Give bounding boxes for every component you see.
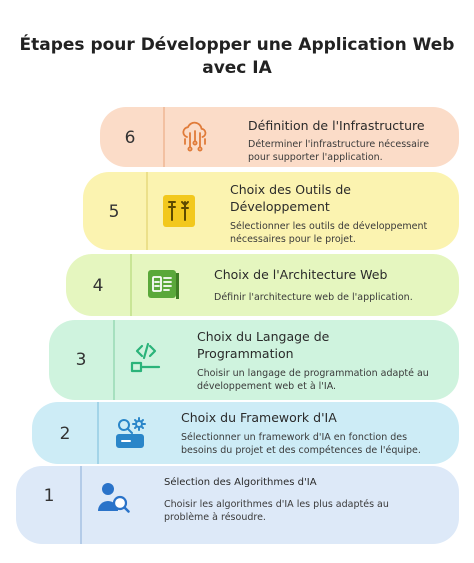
step-5-divider (146, 172, 148, 250)
step-3-description: Choisir un langage de programmation adapté au développement web et à l'IA. (197, 368, 429, 392)
title-line-2: avec IA (202, 58, 272, 78)
page-title (0, 34, 474, 80)
step-2-title: Choix du Framework d'IA (181, 410, 337, 425)
step-3-title: Choix du Langage de Programmation (197, 329, 330, 361)
step-6-title: Définition de l'Infrastructure (248, 118, 425, 133)
step-1-divider (80, 466, 82, 544)
cloud-network-icon (178, 120, 212, 154)
step-1-title: Sélection des Algorithmes d'IA (164, 477, 317, 488)
step-6-divider (163, 107, 165, 167)
step-5-title: Choix des Outils de Développement (230, 182, 351, 214)
framework-settings-icon (113, 416, 147, 450)
step-4-number: 4 (92, 276, 104, 296)
architecture-book-icon (146, 268, 180, 302)
step-1-number: 1 (43, 486, 55, 506)
step-3-divider (113, 320, 115, 400)
step-5-description: Sélectionner les outils de développement nécessaires pour le projet. (230, 221, 428, 245)
step-4 (66, 254, 459, 316)
step-3-number: 3 (75, 350, 87, 370)
step-4-divider (130, 254, 132, 316)
step-1-description: Choisir les algorithmes d'IA les plus adaptés au problème à résoudre. (164, 499, 389, 523)
user-search-icon (96, 480, 130, 514)
step-6-number: 6 (124, 128, 136, 148)
step-2-description: Sélectionner un framework d'IA en fonction des besoins du projet et des compétences de l'équipe. (181, 432, 421, 456)
step-2-divider (97, 402, 99, 464)
step-5-number: 5 (108, 202, 120, 222)
step-2-number: 2 (59, 424, 71, 444)
step-6-description: Déterminer l'infrastructure nécessaire pour supporter l'application. (248, 139, 430, 163)
step-4-description: Définir l'architecture web de l'application. (214, 292, 413, 303)
title-line-1: Étapes pour Développer une Application Web (19, 35, 455, 55)
step-4-title: Choix de l'Architecture Web (214, 267, 388, 282)
tools-icon (162, 194, 196, 228)
code-icon (129, 341, 163, 375)
